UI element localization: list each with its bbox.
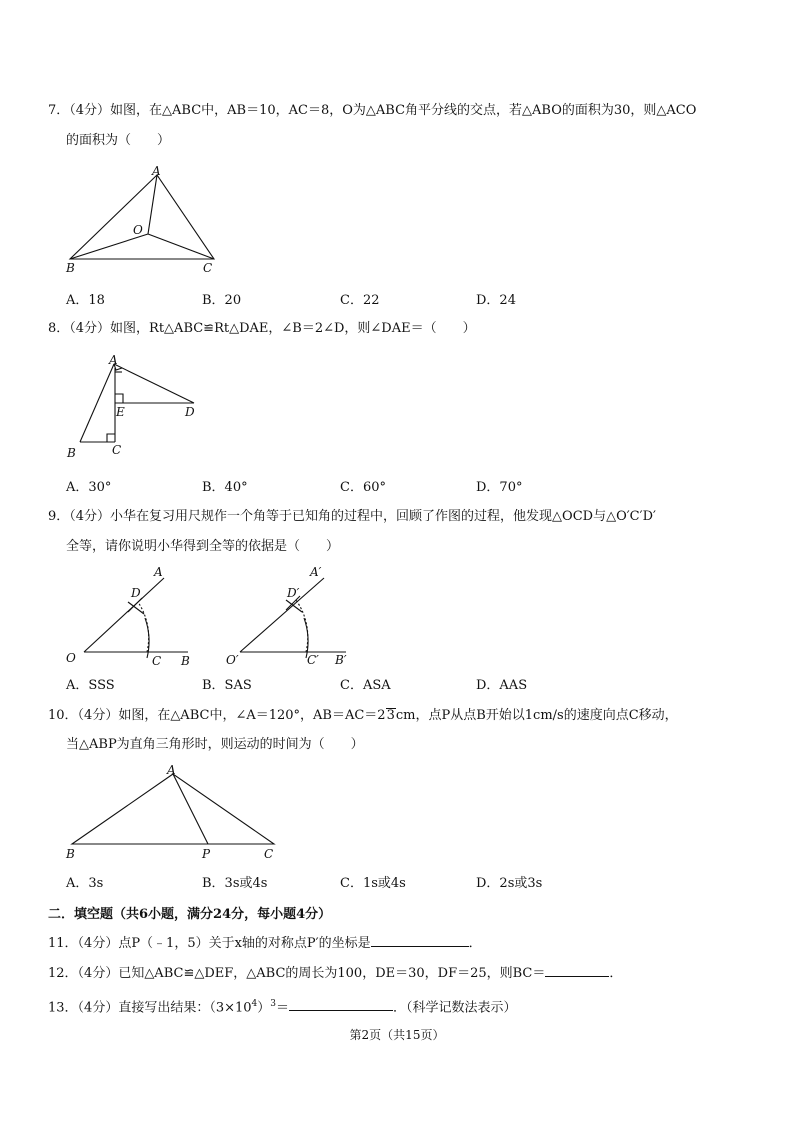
q9-label-d: D — [131, 586, 141, 600]
q9-label-b: B — [181, 654, 190, 668]
q8-figure — [60, 350, 210, 462]
q10-option-b[interactable]: B．3s或4s — [202, 876, 268, 891]
q13-equals: ＝ — [276, 1000, 290, 1016]
section-fill-in-title: 二．填空题（共6小题，满分24分，每小题4分） — [48, 907, 332, 922]
q10-sqrt: 3 — [386, 708, 395, 723]
q12-answer-blank[interactable] — [545, 962, 609, 977]
q10-text-part1: 10．（4分）如图，在△ABC中，∠A＝120°，AB＝AC＝2 — [48, 708, 386, 723]
q8-option-c[interactable]: C．60° — [340, 480, 386, 495]
q13-end: ．（科学记数法表示） — [393, 1000, 517, 1016]
q10-text-line2: 当△ABP为直角三角形时，则运动的时间为（ ） — [66, 737, 364, 752]
q7-option-d[interactable]: D．24 — [476, 293, 516, 308]
q9-label-o: O — [66, 651, 76, 665]
q9-figure-right — [220, 562, 370, 670]
q7-label-a: A — [152, 164, 161, 178]
q9-label-b-prime: B′ — [335, 653, 347, 667]
q10-label-b: B — [66, 847, 75, 861]
q10-label-a: A — [167, 763, 176, 777]
q8-label-e: E — [116, 405, 125, 419]
q11-text — [48, 932, 482, 955]
q11-prompt: 11．（4分）点P（﹣1，5）关于x轴的对称点P′的坐标是 — [48, 936, 371, 951]
q8-option-b[interactable]: B．40° — [202, 480, 248, 495]
q9-text-line2: 全等，请你说明小华得到全等的依据是（ ） — [66, 539, 340, 554]
q10-option-a[interactable]: A．3s — [66, 876, 104, 891]
q13-paren: ） — [257, 1000, 271, 1016]
q9-option-a[interactable]: A．SSS — [66, 678, 115, 693]
q9-label-c-prime: C′ — [307, 653, 319, 667]
q7-label-b: B — [66, 261, 75, 275]
q12-text — [48, 962, 622, 985]
q13-exp-outer: 3 — [270, 999, 277, 1009]
q8-text-line1: 8．（4分）如图，Rt△ABC≌Rt△DAE，∠B＝2∠D，则∠DAE＝（ ） — [48, 321, 476, 336]
q7-label-o: O — [133, 223, 143, 237]
q7-option-a[interactable]: A．18 — [66, 293, 105, 308]
q9-option-b[interactable]: B．SAS — [202, 678, 252, 693]
q12-prompt: 12．（4分）已知△ABC≌△DEF，△ABC的周长为100，DE＝30，DF＝25，则BC＝ — [48, 966, 546, 981]
q8-label-d: D — [185, 405, 195, 419]
q10-figure — [60, 762, 286, 866]
q9-option-c[interactable]: C．ASA — [340, 678, 391, 693]
q10-text-part2: cm，点P从点B开始以1cm/s的速度向点C移动， — [395, 708, 678, 723]
q13-prompt: 13．（4分）直接写出结果：（3×10 — [48, 1000, 252, 1016]
q7-text-line1: 7．（4分）如图，在△ABC中，AB＝10，AC＝8，O为△ABC角平分线的交点，若△ABO的面积为30，则△ACO — [48, 103, 697, 118]
q7-label-c: C — [203, 261, 213, 275]
page-footer: 第2页（共15页） — [349, 1028, 445, 1042]
q9-label-c: C — [152, 654, 162, 668]
q8-label-c: C — [112, 443, 122, 457]
q7-option-b[interactable]: B．20 — [202, 293, 242, 308]
q10-label-p: P — [202, 847, 211, 861]
q9-label-o-prime: O′ — [226, 653, 239, 667]
q8-option-a[interactable]: A．30° — [66, 480, 112, 495]
q10-option-c[interactable]: C．1s或4s — [340, 876, 406, 891]
q12-end: ． — [609, 966, 623, 981]
q7-figure — [60, 162, 230, 280]
q13-text — [48, 993, 517, 1019]
q11-answer-blank[interactable] — [371, 932, 469, 947]
q13-answer-blank[interactable] — [289, 996, 393, 1011]
q10-text-line1 — [48, 705, 678, 727]
q9-figure-left — [60, 562, 210, 670]
q9-option-d[interactable]: D．AAS — [476, 678, 528, 693]
q7-text-line2: 的面积为（ ） — [66, 133, 171, 148]
q9-label-a: A — [154, 565, 163, 579]
q9-text-line1: 9．（4分）小华在复习用尺规作一个角等于已知角的过程中，回顾了作图的过程，他发现△OCD与△O′C′D′ — [48, 509, 656, 524]
q9-label-d-prime: D′ — [287, 586, 300, 600]
q7-option-c[interactable]: C．22 — [340, 293, 380, 308]
q11-end: ． — [468, 936, 482, 951]
q8-label-b: B — [67, 446, 76, 460]
q8-option-d[interactable]: D．70° — [476, 480, 523, 495]
q13-exp-inner: 4 — [251, 999, 258, 1009]
q9-label-a-prime: A′ — [310, 565, 322, 579]
q10-option-d[interactable]: D．2s或3s — [476, 876, 543, 891]
q8-label-a: A — [109, 353, 118, 367]
q10-label-c: C — [264, 847, 274, 861]
